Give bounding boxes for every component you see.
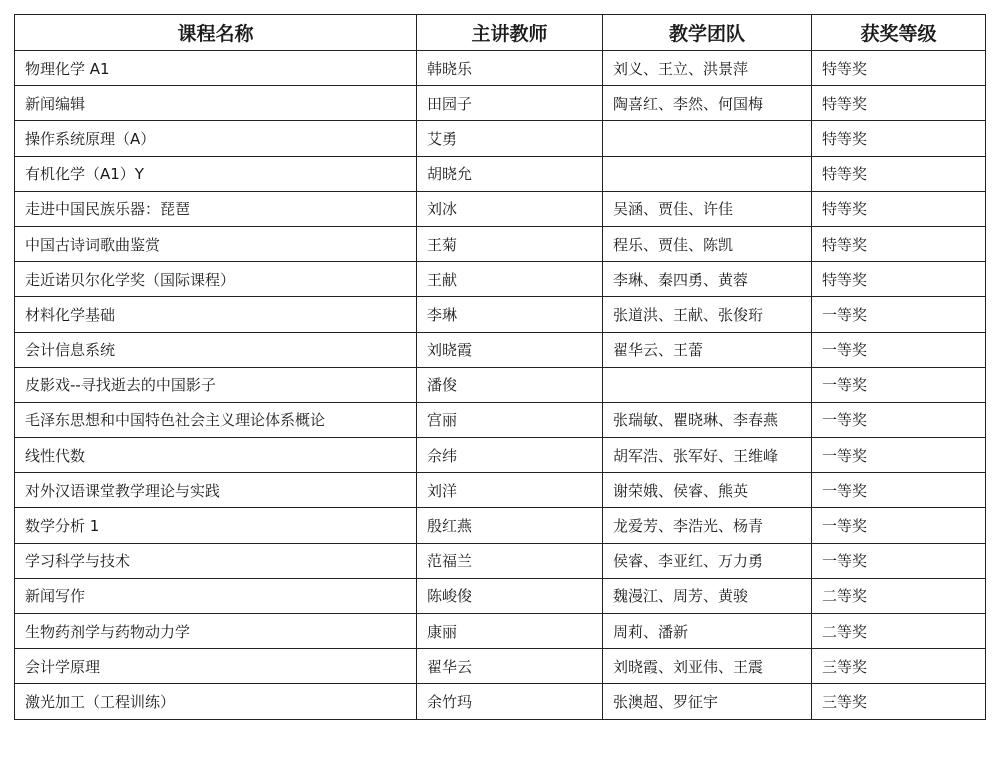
table-row <box>15 86 986 121</box>
table-row <box>15 297 986 332</box>
award-level-cell: 一等奖 <box>812 508 986 543</box>
table-row <box>15 332 986 367</box>
award-level-cell: 二等奖 <box>812 578 986 613</box>
course-name-cell: 材料化学基础 <box>15 297 417 332</box>
lead-teacher-cell: 王菊 <box>417 226 603 261</box>
award-level-cell: 三等奖 <box>812 684 986 719</box>
teaching-team-cell: 陶喜红、李然、何国梅 <box>603 86 812 121</box>
table-row <box>15 402 986 437</box>
award-level-cell: 一等奖 <box>812 332 986 367</box>
table-row <box>15 262 986 297</box>
lead-teacher-cell: 陈峻俊 <box>417 578 603 613</box>
course-name-cell: 对外汉语课堂教学理论与实践 <box>15 473 417 508</box>
lead-teacher-cell: 翟华云 <box>417 649 603 684</box>
course-name-cell: 会计学原理 <box>15 649 417 684</box>
award-level-cell: 二等奖 <box>812 614 986 649</box>
course-name-cell: 生物药剂学与药物动力学 <box>15 614 417 649</box>
table-row <box>15 226 986 261</box>
award-level-cell: 一等奖 <box>812 367 986 402</box>
lead-teacher-cell: 韩晓乐 <box>417 51 603 86</box>
table-row <box>15 578 986 613</box>
teaching-team-cell: 吴涵、贾佳、许佳 <box>603 191 812 226</box>
award-level-cell: 一等奖 <box>812 438 986 473</box>
table-row <box>15 191 986 226</box>
lead-teacher-cell: 范福兰 <box>417 543 603 578</box>
award-level-cell: 特等奖 <box>812 86 986 121</box>
lead-teacher-cell: 刘冰 <box>417 191 603 226</box>
teaching-team-cell: 周莉、潘新 <box>603 614 812 649</box>
course-name-cell: 线性代数 <box>15 438 417 473</box>
award-level-cell: 特等奖 <box>812 191 986 226</box>
teaching-team-cell <box>603 156 812 191</box>
teaching-team-cell: 李琳、秦四勇、黄蓉 <box>603 262 812 297</box>
teaching-team-cell: 程乐、贾佳、陈凯 <box>603 226 812 261</box>
teaching-team-cell: 胡军浩、张军好、王维峰 <box>603 438 812 473</box>
table-row <box>15 367 986 402</box>
teaching-team-cell: 翟华云、王蕾 <box>603 332 812 367</box>
course-name-cell: 学习科学与技术 <box>15 543 417 578</box>
lead-teacher-cell: 潘俊 <box>417 367 603 402</box>
award-level-cell: 一等奖 <box>812 297 986 332</box>
course-name-cell: 新闻写作 <box>15 578 417 613</box>
table-row <box>15 473 986 508</box>
teaching-team-cell: 侯睿、李亚红、万力勇 <box>603 543 812 578</box>
header-row <box>15 15 986 51</box>
lead-teacher-cell: 刘洋 <box>417 473 603 508</box>
table-row <box>15 684 986 719</box>
award-level-cell: 一等奖 <box>812 543 986 578</box>
lead-teacher-cell: 李琳 <box>417 297 603 332</box>
table-row <box>15 543 986 578</box>
course-name-cell: 皮影戏--寻找逝去的中国影子 <box>15 367 417 402</box>
header-teaching-team: 教学团队 <box>603 15 812 51</box>
course-name-cell: 新闻编辑 <box>15 86 417 121</box>
teaching-team-cell <box>603 121 812 156</box>
lead-teacher-cell: 宫丽 <box>417 402 603 437</box>
teaching-team-cell: 张瑞敏、瞿晓琳、李春燕 <box>603 402 812 437</box>
table-row <box>15 51 986 86</box>
course-name-cell: 有机化学（A1）Y <box>15 156 417 191</box>
awards-table <box>14 14 986 720</box>
teaching-team-cell: 刘晓霞、刘亚伟、王震 <box>603 649 812 684</box>
course-name-cell: 激光加工（工程训练） <box>15 684 417 719</box>
award-level-cell: 特等奖 <box>812 121 986 156</box>
course-name-cell: 走进中国民族乐器：琵琶 <box>15 191 417 226</box>
course-name-cell: 中国古诗词歌曲鉴赏 <box>15 226 417 261</box>
table-row <box>15 121 986 156</box>
lead-teacher-cell: 余竹玛 <box>417 684 603 719</box>
lead-teacher-cell: 田园子 <box>417 86 603 121</box>
course-name-cell: 毛泽东思想和中国特色社会主义理论体系概论 <box>15 402 417 437</box>
award-level-cell: 三等奖 <box>812 649 986 684</box>
table-row <box>15 438 986 473</box>
award-level-cell: 特等奖 <box>812 51 986 86</box>
teaching-team-cell: 魏漫江、周芳、黄骏 <box>603 578 812 613</box>
lead-teacher-cell: 王献 <box>417 262 603 297</box>
lead-teacher-cell: 艾勇 <box>417 121 603 156</box>
table-row <box>15 508 986 543</box>
course-name-cell: 物理化学 A1 <box>15 51 417 86</box>
table-row <box>15 614 986 649</box>
table-row <box>15 649 986 684</box>
teaching-team-cell: 刘义、王立、洪景萍 <box>603 51 812 86</box>
header-lead-teacher: 主讲教师 <box>417 15 603 51</box>
teaching-team-cell <box>603 367 812 402</box>
lead-teacher-cell: 刘晓霞 <box>417 332 603 367</box>
lead-teacher-cell: 佘纬 <box>417 438 603 473</box>
lead-teacher-cell: 胡晓允 <box>417 156 603 191</box>
teaching-team-cell: 张澳超、罗征宇 <box>603 684 812 719</box>
award-level-cell: 一等奖 <box>812 402 986 437</box>
course-name-cell: 数学分析 1 <box>15 508 417 543</box>
teaching-team-cell: 谢荣娥、侯睿、熊英 <box>603 473 812 508</box>
lead-teacher-cell: 康丽 <box>417 614 603 649</box>
award-level-cell: 一等奖 <box>812 473 986 508</box>
teaching-team-cell: 张道洪、王献、张俊珩 <box>603 297 812 332</box>
header-course-name: 课程名称 <box>15 15 417 51</box>
course-name-cell: 会计信息系统 <box>15 332 417 367</box>
course-name-cell: 操作系统原理（A） <box>15 121 417 156</box>
header-award-level: 获奖等级 <box>812 15 986 51</box>
award-level-cell: 特等奖 <box>812 262 986 297</box>
table-row <box>15 156 986 191</box>
lead-teacher-cell: 殷红燕 <box>417 508 603 543</box>
teaching-team-cell: 龙爱芳、李浩光、杨青 <box>603 508 812 543</box>
course-name-cell: 走近诺贝尔化学奖（国际课程） <box>15 262 417 297</box>
award-level-cell: 特等奖 <box>812 156 986 191</box>
award-level-cell: 特等奖 <box>812 226 986 261</box>
